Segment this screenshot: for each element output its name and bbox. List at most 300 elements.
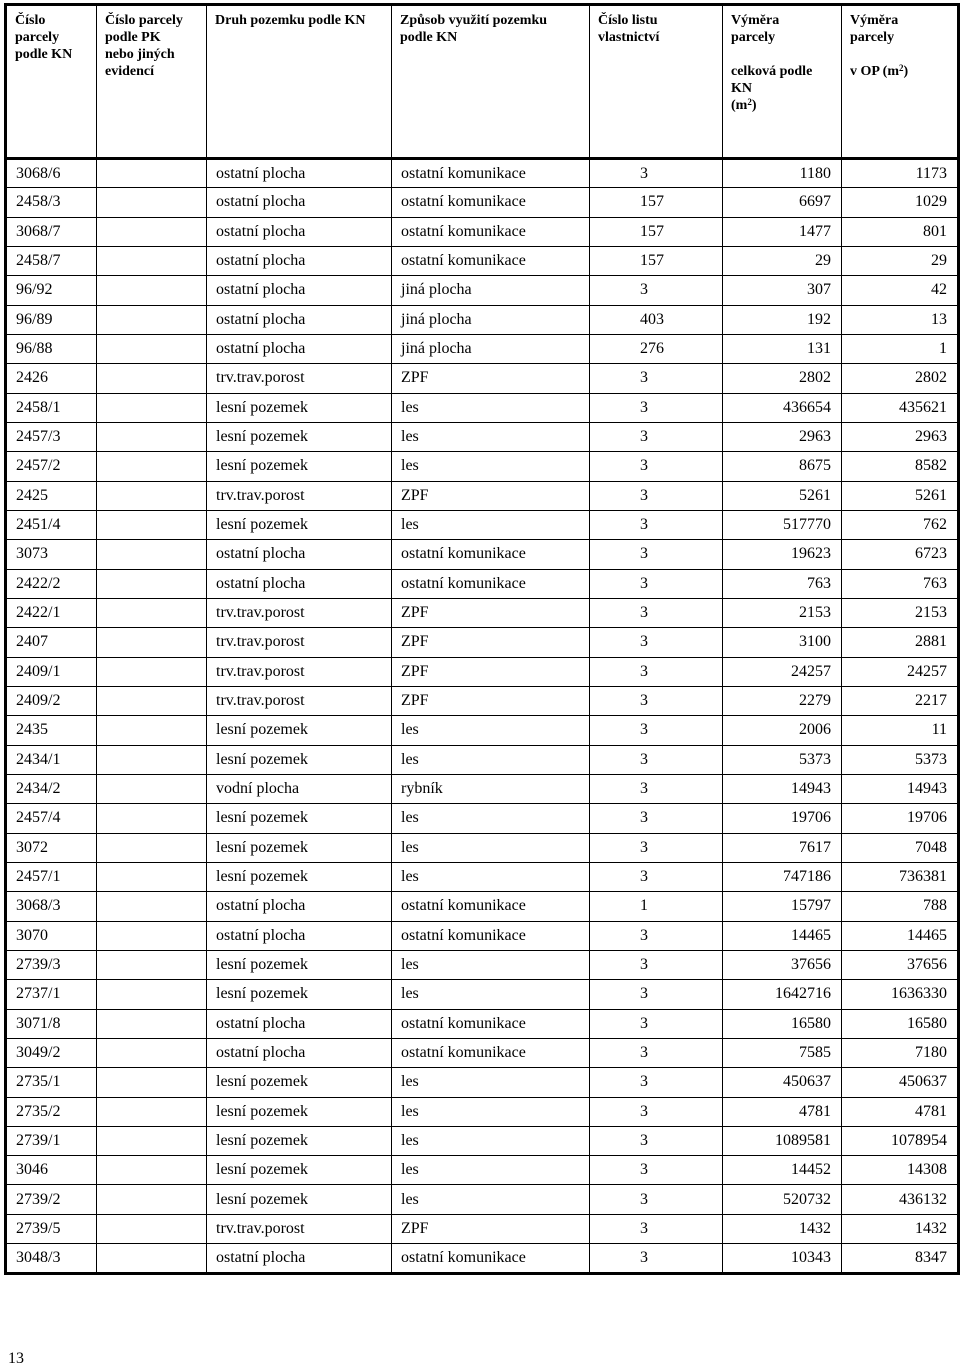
cell-cislo-parcely-kn: 2457/4 [6, 804, 97, 833]
cell-cislo-parcely-pk [97, 598, 207, 627]
cell-vymera-op: 2881 [842, 628, 959, 657]
table-row [6, 481, 959, 510]
table-row [6, 364, 959, 393]
cell-cislo-parcely-pk [97, 686, 207, 715]
cell-cislo-parcely-kn: 3073 [6, 540, 97, 569]
cell-vymera-celkova: 4781 [723, 1097, 842, 1126]
cell-cislo-listu: 3 [590, 452, 723, 481]
cell-vymera-op: 29 [842, 246, 959, 275]
cell-druh-pozemku: trv.trav.porost [207, 657, 392, 686]
cell-cislo-listu: 157 [590, 246, 723, 275]
cell-cislo-parcely-kn: 2457/2 [6, 452, 97, 481]
cell-druh-pozemku: trv.trav.porost [207, 628, 392, 657]
cell-druh-pozemku: ostatní plocha [207, 305, 392, 334]
cell-cislo-parcely-kn: 2409/2 [6, 686, 97, 715]
cell-cislo-parcely-pk [97, 159, 207, 188]
header-vymera-op: Výměra parcely v OP $(m^2)$ [842, 5, 959, 159]
cell-vymera-op: 19706 [842, 804, 959, 833]
cell-cislo-parcely-pk [97, 892, 207, 921]
cell-zpusob-vyuziti: les [392, 833, 590, 862]
cell-zpusob-vyuziti: les [392, 510, 590, 539]
cell-vymera-celkova: 2153 [723, 598, 842, 627]
cell-vymera-celkova: 7585 [723, 1038, 842, 1067]
cell-cislo-parcely-pk [97, 188, 207, 217]
cell-cislo-listu: 3 [590, 1185, 723, 1214]
cell-zpusob-vyuziti: les [392, 804, 590, 833]
cell-cislo-parcely-pk [97, 804, 207, 833]
cell-cislo-parcely-kn: 2735/1 [6, 1068, 97, 1097]
cell-vymera-celkova: 307 [723, 276, 842, 305]
cell-zpusob-vyuziti: les [392, 1126, 590, 1155]
table-row [6, 774, 959, 803]
table-header-row [6, 5, 959, 159]
cell-vymera-celkova: 192 [723, 305, 842, 334]
table-row [6, 862, 959, 891]
cell-zpusob-vyuziti: ZPF [392, 1214, 590, 1243]
cell-vymera-op: 24257 [842, 657, 959, 686]
cell-cislo-listu: 3 [590, 686, 723, 715]
cell-druh-pozemku: trv.trav.porost [207, 364, 392, 393]
cell-vymera-celkova: 29 [723, 246, 842, 275]
cell-druh-pozemku: vodní plocha [207, 774, 392, 803]
cell-cislo-parcely-kn: 2457/1 [6, 862, 97, 891]
cell-cislo-listu: 3 [590, 481, 723, 510]
cell-cislo-parcely-kn: 2457/3 [6, 422, 97, 451]
cell-zpusob-vyuziti: ostatní komunikace [392, 892, 590, 921]
cell-vymera-celkova: 19706 [723, 804, 842, 833]
cell-zpusob-vyuziti: ostatní komunikace [392, 1244, 590, 1274]
cell-cislo-parcely-pk [97, 1038, 207, 1067]
cell-vymera-op: 2153 [842, 598, 959, 627]
cell-zpusob-vyuziti: ZPF [392, 628, 590, 657]
cell-druh-pozemku: lesní pozemek [207, 862, 392, 891]
cell-cislo-parcely-kn: 2735/2 [6, 1097, 97, 1126]
cell-cislo-listu: 157 [590, 188, 723, 217]
cell-zpusob-vyuziti: ZPF [392, 686, 590, 715]
cell-cislo-parcely-pk [97, 657, 207, 686]
cell-zpusob-vyuziti: ostatní komunikace [392, 188, 590, 217]
table-body [6, 159, 959, 1274]
cell-zpusob-vyuziti: les [392, 1068, 590, 1097]
table-row [6, 217, 959, 246]
cell-cislo-parcely-pk [97, 716, 207, 745]
table-row [6, 628, 959, 657]
cell-zpusob-vyuziti: jiná plocha [392, 276, 590, 305]
cell-cislo-listu: 3 [590, 1068, 723, 1097]
table-row [6, 686, 959, 715]
cell-vymera-celkova: 2279 [723, 686, 842, 715]
cell-zpusob-vyuziti: les [392, 1097, 590, 1126]
cell-cislo-parcely-kn: 2458/3 [6, 188, 97, 217]
table-row [6, 657, 959, 686]
cell-vymera-op: 7180 [842, 1038, 959, 1067]
cell-cislo-parcely-kn: 2737/1 [6, 980, 97, 1009]
cell-vymera-op: 14465 [842, 921, 959, 950]
table-row [6, 510, 959, 539]
cell-vymera-op: 1173 [842, 159, 959, 188]
cell-cislo-listu: 3 [590, 1009, 723, 1038]
cell-vymera-op: 4781 [842, 1097, 959, 1126]
table-row [6, 1244, 959, 1274]
cell-vymera-celkova: 2802 [723, 364, 842, 393]
cell-cislo-parcely-pk [97, 246, 207, 275]
cell-cislo-parcely-pk [97, 950, 207, 979]
cell-vymera-op: 16580 [842, 1009, 959, 1038]
cell-druh-pozemku: ostatní plocha [207, 569, 392, 598]
table-row [6, 1156, 959, 1185]
cell-cislo-parcely-kn: 3048/3 [6, 1244, 97, 1274]
cell-zpusob-vyuziti: jiná plocha [392, 334, 590, 363]
cell-vymera-op: 37656 [842, 950, 959, 979]
cell-druh-pozemku: lesní pozemek [207, 745, 392, 774]
cell-vymera-celkova: 14465 [723, 921, 842, 950]
cell-zpusob-vyuziti: les [392, 980, 590, 1009]
header-cislo-parcely-kn: Číslo parcely podle KN [6, 5, 97, 159]
cell-cislo-parcely-pk [97, 569, 207, 598]
cell-cislo-parcely-kn: 2409/1 [6, 657, 97, 686]
cell-vymera-op: 435621 [842, 393, 959, 422]
cell-zpusob-vyuziti: les [392, 452, 590, 481]
cell-vymera-op: 763 [842, 569, 959, 598]
table-row [6, 1068, 959, 1097]
cell-cislo-parcely-pk [97, 217, 207, 246]
header-cislo-listu-vlastnictvi: Číslo listu vlastnictví [590, 5, 723, 159]
cell-vymera-op: 2217 [842, 686, 959, 715]
parcel-table [4, 3, 960, 1275]
cell-zpusob-vyuziti: les [392, 1156, 590, 1185]
table-row [6, 1097, 959, 1126]
cell-cislo-parcely-kn: 2739/3 [6, 950, 97, 979]
cell-cislo-parcely-pk [97, 921, 207, 950]
cell-cislo-parcely-kn: 96/92 [6, 276, 97, 305]
cell-cislo-parcely-kn: 3070 [6, 921, 97, 950]
header-druh-pozemku: Druh pozemku podle KN [207, 5, 392, 159]
cell-cislo-parcely-kn: 2739/2 [6, 1185, 97, 1214]
table-row [6, 1126, 959, 1155]
cell-vymera-op: 7048 [842, 833, 959, 862]
cell-zpusob-vyuziti: les [392, 393, 590, 422]
cell-druh-pozemku: trv.trav.porost [207, 686, 392, 715]
cell-vymera-celkova: 16580 [723, 1009, 842, 1038]
cell-vymera-op: 14308 [842, 1156, 959, 1185]
cell-cislo-parcely-pk [97, 980, 207, 1009]
cell-vymera-celkova: 37656 [723, 950, 842, 979]
cell-zpusob-vyuziti: jiná plocha [392, 305, 590, 334]
cell-vymera-op: 1636330 [842, 980, 959, 1009]
cell-druh-pozemku: lesní pozemek [207, 716, 392, 745]
cell-cislo-listu: 3 [590, 1126, 723, 1155]
cell-zpusob-vyuziti: rybník [392, 774, 590, 803]
cell-druh-pozemku: ostatní plocha [207, 921, 392, 950]
cell-zpusob-vyuziti: ostatní komunikace [392, 540, 590, 569]
cell-vymera-celkova: 131 [723, 334, 842, 363]
cell-cislo-parcely-pk [97, 393, 207, 422]
table-row [6, 422, 959, 451]
cell-vymera-op: 11 [842, 716, 959, 745]
cell-cislo-parcely-kn: 2458/1 [6, 393, 97, 422]
table-row [6, 1185, 959, 1214]
cell-cislo-parcely-pk [97, 305, 207, 334]
cell-druh-pozemku: ostatní plocha [207, 1244, 392, 1274]
cell-cislo-parcely-kn: 2739/1 [6, 1126, 97, 1155]
cell-druh-pozemku: lesní pozemek [207, 1185, 392, 1214]
cell-druh-pozemku: trv.trav.porost [207, 1214, 392, 1243]
cell-vymera-op: 6723 [842, 540, 959, 569]
cell-zpusob-vyuziti: les [392, 950, 590, 979]
cell-cislo-parcely-pk [97, 862, 207, 891]
cell-cislo-listu: 3 [590, 1038, 723, 1067]
cell-zpusob-vyuziti: ostatní komunikace [392, 569, 590, 598]
cell-cislo-listu: 3 [590, 1214, 723, 1243]
cell-cislo-listu: 3 [590, 628, 723, 657]
cell-vymera-op: 436132 [842, 1185, 959, 1214]
cell-zpusob-vyuziti: ostatní komunikace [392, 1038, 590, 1067]
cell-zpusob-vyuziti: ZPF [392, 481, 590, 510]
table-row [6, 950, 959, 979]
cell-druh-pozemku: lesní pozemek [207, 422, 392, 451]
header-cislo-parcely-pk: Číslo parcely podle PK nebo jiných evidencí [97, 5, 207, 159]
cell-druh-pozemku: lesní pozemek [207, 452, 392, 481]
cell-cislo-parcely-pk [97, 1068, 207, 1097]
cell-cislo-parcely-pk [97, 1214, 207, 1243]
cell-cislo-parcely-pk [97, 1185, 207, 1214]
cell-cislo-parcely-kn: 3068/7 [6, 217, 97, 246]
cell-cislo-listu: 3 [590, 657, 723, 686]
page-number: 13 [8, 1350, 24, 1367]
cell-cislo-parcely-kn: 2435 [6, 716, 97, 745]
cell-cislo-parcely-pk [97, 833, 207, 862]
cell-vymera-op: 1078954 [842, 1126, 959, 1155]
cell-cislo-listu: 3 [590, 716, 723, 745]
cell-zpusob-vyuziti: ZPF [392, 598, 590, 627]
cell-vymera-op: 8347 [842, 1244, 959, 1274]
table-row [6, 452, 959, 481]
cell-cislo-parcely-kn: 2426 [6, 364, 97, 393]
cell-cislo-parcely-kn: 2739/5 [6, 1214, 97, 1243]
cell-cislo-parcely-kn: 3049/2 [6, 1038, 97, 1067]
table-row [6, 540, 959, 569]
cell-druh-pozemku: ostatní plocha [207, 334, 392, 363]
cell-cislo-listu: 3 [590, 422, 723, 451]
cell-vymera-celkova: 8675 [723, 452, 842, 481]
cell-cislo-parcely-kn: 3068/6 [6, 159, 97, 188]
cell-vymera-op: 5373 [842, 745, 959, 774]
table-row [6, 833, 959, 862]
cell-druh-pozemku: lesní pozemek [207, 1156, 392, 1185]
cell-vymera-celkova: 517770 [723, 510, 842, 539]
table-row [6, 1038, 959, 1067]
cell-cislo-listu: 3 [590, 1244, 723, 1274]
cell-vymera-op: 736381 [842, 862, 959, 891]
table-row [6, 246, 959, 275]
table-row [6, 305, 959, 334]
cell-druh-pozemku: lesní pozemek [207, 393, 392, 422]
table-row [6, 804, 959, 833]
cell-vymera-celkova: 14452 [723, 1156, 842, 1185]
cell-vymera-celkova: 1432 [723, 1214, 842, 1243]
cell-cislo-parcely-pk [97, 276, 207, 305]
cell-cislo-parcely-kn: 3071/8 [6, 1009, 97, 1038]
cell-cislo-parcely-pk [97, 1156, 207, 1185]
cell-druh-pozemku: ostatní plocha [207, 217, 392, 246]
cell-vymera-celkova: 6697 [723, 188, 842, 217]
cell-cislo-listu: 3 [590, 364, 723, 393]
cell-cislo-parcely-pk [97, 481, 207, 510]
cell-druh-pozemku: ostatní plocha [207, 188, 392, 217]
cell-zpusob-vyuziti: ostatní komunikace [392, 217, 590, 246]
cell-cislo-parcely-kn: 2422/1 [6, 598, 97, 627]
table-row [6, 393, 959, 422]
cell-druh-pozemku: ostatní plocha [207, 246, 392, 275]
table-row [6, 569, 959, 598]
cell-cislo-parcely-pk [97, 774, 207, 803]
cell-vymera-celkova: 5373 [723, 745, 842, 774]
cell-vymera-op: 13 [842, 305, 959, 334]
cell-cislo-listu: 3 [590, 950, 723, 979]
cell-vymera-op: 1029 [842, 188, 959, 217]
cell-druh-pozemku: lesní pozemek [207, 950, 392, 979]
table-row [6, 980, 959, 1009]
cell-vymera-celkova: 450637 [723, 1068, 842, 1097]
cell-cislo-parcely-pk [97, 1244, 207, 1274]
cell-vymera-op: 8582 [842, 452, 959, 481]
cell-cislo-listu: 276 [590, 334, 723, 363]
cell-druh-pozemku: lesní pozemek [207, 833, 392, 862]
cell-vymera-celkova: 2963 [723, 422, 842, 451]
cell-zpusob-vyuziti: les [392, 1185, 590, 1214]
header-zpusob-vyuziti: Způsob využití pozemku podle KN [392, 5, 590, 159]
cell-cislo-listu: 3 [590, 159, 723, 188]
cell-cislo-parcely-kn: 2434/1 [6, 745, 97, 774]
cell-vymera-celkova: 2006 [723, 716, 842, 745]
cell-vymera-celkova: 436654 [723, 393, 842, 422]
cell-zpusob-vyuziti: les [392, 862, 590, 891]
cell-cislo-parcely-pk [97, 1097, 207, 1126]
cell-druh-pozemku: ostatní plocha [207, 1038, 392, 1067]
cell-cislo-listu: 3 [590, 862, 723, 891]
cell-vymera-op: 1 [842, 334, 959, 363]
table-row [6, 716, 959, 745]
cell-cislo-parcely-pk [97, 745, 207, 774]
cell-zpusob-vyuziti: ostatní komunikace [392, 921, 590, 950]
cell-cislo-parcely-pk [97, 422, 207, 451]
cell-vymera-celkova: 5261 [723, 481, 842, 510]
cell-vymera-celkova: 19623 [723, 540, 842, 569]
cell-cislo-listu: 157 [590, 217, 723, 246]
cell-cislo-parcely-pk [97, 1126, 207, 1155]
cell-cislo-parcely-kn: 3068/3 [6, 892, 97, 921]
cell-cislo-listu: 3 [590, 276, 723, 305]
cell-cislo-listu: 3 [590, 569, 723, 598]
cell-druh-pozemku: lesní pozemek [207, 510, 392, 539]
cell-cislo-listu: 3 [590, 804, 723, 833]
cell-vymera-celkova: 1642716 [723, 980, 842, 1009]
cell-vymera-celkova: 1180 [723, 159, 842, 188]
cell-vymera-op: 788 [842, 892, 959, 921]
cell-cislo-parcely-kn: 3046 [6, 1156, 97, 1185]
cell-cislo-parcely-kn: 96/89 [6, 305, 97, 334]
cell-cislo-listu: 3 [590, 745, 723, 774]
cell-cislo-parcely-pk [97, 1009, 207, 1038]
cell-vymera-celkova: 24257 [723, 657, 842, 686]
cell-zpusob-vyuziti: ostatní komunikace [392, 159, 590, 188]
cell-vymera-celkova: 15797 [723, 892, 842, 921]
cell-zpusob-vyuziti: les [392, 422, 590, 451]
cell-cislo-parcely-kn: 2422/2 [6, 569, 97, 598]
cell-cislo-parcely-pk [97, 510, 207, 539]
cell-vymera-celkova: 763 [723, 569, 842, 598]
cell-vymera-op: 2963 [842, 422, 959, 451]
cell-cislo-listu: 3 [590, 1156, 723, 1185]
cell-cislo-parcely-pk [97, 452, 207, 481]
cell-druh-pozemku: ostatní plocha [207, 1009, 392, 1038]
cell-cislo-parcely-kn: 2434/2 [6, 774, 97, 803]
cell-vymera-op: 42 [842, 276, 959, 305]
cell-zpusob-vyuziti: les [392, 716, 590, 745]
cell-zpusob-vyuziti: ZPF [392, 364, 590, 393]
cell-vymera-celkova: 3100 [723, 628, 842, 657]
table-row [6, 1214, 959, 1243]
cell-cislo-parcely-kn: 3072 [6, 833, 97, 862]
cell-vymera-celkova: 14943 [723, 774, 842, 803]
cell-cislo-listu: 3 [590, 774, 723, 803]
cell-druh-pozemku: ostatní plocha [207, 892, 392, 921]
cell-cislo-parcely-kn: 2407 [6, 628, 97, 657]
cell-cislo-listu: 3 [590, 598, 723, 627]
cell-cislo-listu: 3 [590, 980, 723, 1009]
cell-cislo-parcely-kn: 96/88 [6, 334, 97, 363]
table-row [6, 921, 959, 950]
cell-vymera-celkova: 1477 [723, 217, 842, 246]
cell-druh-pozemku: trv.trav.porost [207, 481, 392, 510]
cell-vymera-celkova: 747186 [723, 862, 842, 891]
cell-cislo-parcely-pk [97, 540, 207, 569]
cell-cislo-parcely-kn: 2425 [6, 481, 97, 510]
cell-druh-pozemku: ostatní plocha [207, 159, 392, 188]
cell-cislo-parcely-pk [97, 364, 207, 393]
cell-cislo-listu: 3 [590, 1097, 723, 1126]
cell-cislo-listu: 3 [590, 540, 723, 569]
cell-zpusob-vyuziti: ZPF [392, 657, 590, 686]
cell-vymera-celkova: 1089581 [723, 1126, 842, 1155]
cell-druh-pozemku: lesní pozemek [207, 1126, 392, 1155]
table-row [6, 598, 959, 627]
cell-druh-pozemku: lesní pozemek [207, 1068, 392, 1097]
cell-druh-pozemku: ostatní plocha [207, 276, 392, 305]
cell-cislo-parcely-kn: 2451/4 [6, 510, 97, 539]
cell-cislo-listu: 3 [590, 393, 723, 422]
cell-zpusob-vyuziti: les [392, 745, 590, 774]
cell-druh-pozemku: lesní pozemek [207, 804, 392, 833]
table-row [6, 159, 959, 188]
cell-druh-pozemku: trv.trav.porost [207, 598, 392, 627]
cell-vymera-celkova: 7617 [723, 833, 842, 862]
cell-vymera-op: 762 [842, 510, 959, 539]
cell-vymera-celkova: 520732 [723, 1185, 842, 1214]
cell-cislo-parcely-pk [97, 628, 207, 657]
cell-cislo-listu: 3 [590, 921, 723, 950]
cell-vymera-op: 14943 [842, 774, 959, 803]
cell-vymera-op: 801 [842, 217, 959, 246]
cell-cislo-parcely-pk [97, 334, 207, 363]
table-row [6, 1009, 959, 1038]
cell-zpusob-vyuziti: ostatní komunikace [392, 1009, 590, 1038]
cell-vymera-celkova: 10343 [723, 1244, 842, 1274]
cell-cislo-listu: 1 [590, 892, 723, 921]
cell-cislo-listu: 3 [590, 833, 723, 862]
cell-cislo-listu: 403 [590, 305, 723, 334]
header-vymera-celkova: Výměra parcely celková podle KN $(m^2)$ [723, 5, 842, 159]
